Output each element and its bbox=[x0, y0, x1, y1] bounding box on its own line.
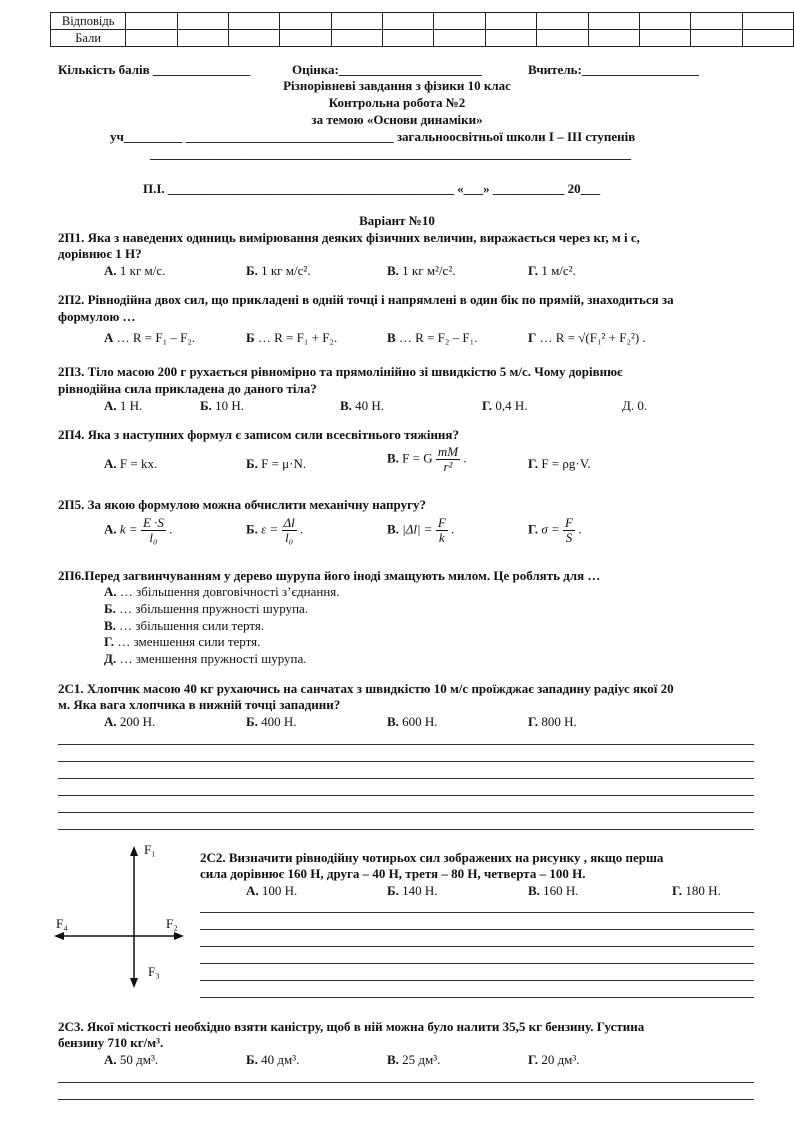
q3-option-e[interactable]: Д. 0. bbox=[622, 398, 648, 413]
f3-label: F₃ bbox=[148, 964, 160, 979]
answer-row-label: Відповідь bbox=[51, 13, 126, 30]
answer-cell[interactable] bbox=[691, 13, 742, 30]
q6-option-e[interactable]: Д. … зменшення пружності шурупа. bbox=[104, 651, 307, 666]
arrow-f1 bbox=[130, 846, 138, 856]
answer-line[interactable] bbox=[200, 963, 754, 964]
q6-option-c[interactable]: В. … збільшення сили тертя. bbox=[104, 618, 265, 633]
arrow-f3 bbox=[130, 978, 138, 988]
q4-option-a[interactable]: А. F = kx. bbox=[104, 456, 158, 471]
q2-text-cont: формулою … bbox=[58, 309, 136, 324]
q3-text-cont: рівнодійна сила прикладена до даного тіла? bbox=[58, 381, 317, 396]
answer-line[interactable] bbox=[200, 929, 754, 930]
q6-text: 2П6.Перед загвинчуванням у дерево шурупа його іноді змащують милом. Це роблять для … bbox=[58, 568, 601, 583]
answer-cell[interactable] bbox=[229, 13, 280, 30]
q1-option-d[interactable]: Г. 1 м/с². bbox=[528, 263, 576, 278]
score-row bbox=[51, 30, 794, 47]
answer-line[interactable] bbox=[58, 1099, 754, 1100]
q3-option-d[interactable]: Г. 0,4 Н. bbox=[482, 398, 528, 413]
q5-option-d[interactable]: Г. σ = $\frac{F}{S}$ . bbox=[528, 515, 582, 545]
answer-cell[interactable] bbox=[588, 13, 639, 30]
q1-option-c[interactable]: В. 1 кг м²/с². bbox=[387, 263, 456, 278]
score-cell[interactable] bbox=[331, 30, 382, 47]
score-cell[interactable] bbox=[639, 30, 690, 47]
score-cell[interactable] bbox=[126, 30, 177, 47]
c2-text: 2С2. Визначити рівнодійну чотирьох сил зображених на рисунку , якщо перша bbox=[200, 850, 664, 865]
c2-option-d[interactable]: Г. 180 Н. bbox=[672, 883, 721, 898]
c1-text: 2С1. Хлопчик масою 40 кг рухаючись на санчатах з швидкістю 10 м/с проїжджає западину радіус якої 20 bbox=[58, 681, 674, 696]
answer-line[interactable] bbox=[58, 1082, 754, 1083]
force-diagram bbox=[50, 840, 190, 990]
q6-option-b[interactable]: Б. … збільшення пружності шурупа. bbox=[104, 601, 309, 616]
score-cell[interactable] bbox=[177, 30, 228, 47]
score-cell[interactable] bbox=[691, 30, 742, 47]
score-cell[interactable] bbox=[383, 30, 434, 47]
test-title: Контрольна робота №2 bbox=[328, 95, 466, 110]
answer-cell[interactable] bbox=[434, 13, 485, 30]
q2-option-c[interactable]: В … R = F₂ – F₁. bbox=[387, 330, 478, 345]
answer-line[interactable] bbox=[200, 912, 754, 913]
arrow-f2 bbox=[174, 932, 184, 940]
answer-line[interactable] bbox=[58, 778, 754, 779]
score-cell[interactable] bbox=[280, 30, 331, 47]
q4-option-b[interactable]: Б. F = μ·N. bbox=[246, 456, 307, 471]
score-cell[interactable] bbox=[588, 30, 639, 47]
answer-line[interactable] bbox=[200, 946, 754, 947]
answer-line[interactable] bbox=[58, 744, 754, 745]
q3-option-b[interactable]: Б. 10 Н. bbox=[200, 398, 244, 413]
q4-fraction: $\frac{mM}{\text{r²}}$ bbox=[437, 444, 459, 474]
q6-option-a[interactable]: А. … збільшення довговічності з’єднання. bbox=[104, 584, 340, 599]
q2-option-b[interactable]: Б … R = F₁ + F₂. bbox=[246, 330, 338, 345]
answer-cell[interactable] bbox=[331, 13, 382, 30]
answer-line[interactable] bbox=[200, 997, 754, 998]
f4-label: F₄ bbox=[56, 916, 68, 931]
c3-option-b[interactable]: Б. 40 дм³. bbox=[246, 1052, 300, 1067]
answer-line[interactable] bbox=[58, 812, 754, 813]
c3-option-c[interactable]: В. 25 дм³. bbox=[387, 1052, 441, 1067]
q1-option-a[interactable]: А. 1 кг м/с. bbox=[104, 263, 166, 278]
c2-option-a[interactable]: А. 100 Н. bbox=[246, 883, 298, 898]
c1-text-cont: м. Яка вага хлопчика в нижній точці западини? bbox=[58, 697, 341, 712]
variant-title: Варіант №10 bbox=[359, 213, 435, 228]
q1-text: 2П1. Яка з наведених одиниць вимірювання деяких фізичних величин, виражається через кг, м і с, bbox=[58, 230, 640, 245]
c2-option-c[interactable]: В. 160 Н. bbox=[528, 883, 579, 898]
f1-label: F₁ bbox=[144, 842, 156, 857]
grade-label: Оцінка:______________________ bbox=[292, 62, 482, 77]
answer-cell[interactable] bbox=[126, 13, 177, 30]
q3-option-a[interactable]: А. 1 Н. bbox=[104, 398, 143, 413]
q5-option-a[interactable]: А. k = $\frac{E \cdot S}{\text{l₀}}$ . bbox=[104, 515, 173, 545]
c3-text: 2С3. Якої місткості необхідно взяти каністру, щоб в ній можна було налити 35,5 кг бензину. Густина bbox=[58, 1019, 645, 1034]
q5-option-c[interactable]: В. |Δl| = $\frac{F}{k}$ . bbox=[387, 515, 455, 545]
q2-option-a[interactable]: А … R = F₁ – F₂. bbox=[104, 330, 196, 345]
c1-option-d[interactable]: Г. 800 Н. bbox=[528, 714, 577, 729]
school-line: уч_________ ________________________________ загальноосвітньої школи І – ІІІ ступенів bbox=[110, 129, 636, 144]
c3-text-cont: бензину 710 кг/м³. bbox=[58, 1035, 164, 1050]
c1-option-a[interactable]: А. 200 Н. bbox=[104, 714, 156, 729]
answer-cell[interactable] bbox=[177, 13, 228, 30]
name-line: П.І. ____________________________________________ «___» ___________ 20___ bbox=[143, 181, 601, 196]
teacher-label: Вчитель:__________________ bbox=[528, 62, 699, 77]
c3-option-a[interactable]: А. 50 дм³. bbox=[104, 1052, 159, 1067]
score-cell[interactable] bbox=[229, 30, 280, 47]
answer-line[interactable] bbox=[200, 980, 754, 981]
q6-option-d[interactable]: Г. … зменшення сили тертя. bbox=[104, 634, 261, 649]
answer-table bbox=[50, 12, 794, 47]
q2-option-d[interactable]: Г … R = √(F₁² + F₂²) . bbox=[528, 330, 646, 345]
answer-cell[interactable] bbox=[742, 13, 793, 30]
answer-line[interactable] bbox=[58, 795, 754, 796]
arrow-f4 bbox=[54, 932, 64, 940]
score-cell[interactable] bbox=[537, 30, 588, 47]
q3-option-c[interactable]: В. 40 Н. bbox=[340, 398, 385, 413]
c2-text-cont: сила дорівнює 160 Н, друга – 40 Н, третя – 80 Н, четверта – 100 Н. bbox=[200, 866, 586, 881]
score-cell[interactable] bbox=[485, 30, 536, 47]
answer-cell[interactable] bbox=[485, 13, 536, 30]
q5-text: 2П5. За якою формулою можна обчислити механічну напругу? bbox=[58, 497, 426, 512]
q1-text-cont: дорівнює 1 Н? bbox=[58, 246, 142, 261]
score-row-label: Бали bbox=[51, 30, 126, 47]
q2-text: 2П2. Рівнодійна двох сил, що прикладені в одній точці і напрямлені в один бік по прямій, знаходиться за bbox=[58, 292, 674, 307]
q1-option-b[interactable]: Б. 1 кг м/с². bbox=[246, 263, 311, 278]
c3-option-d[interactable]: Г. 20 дм³. bbox=[528, 1052, 580, 1067]
answer-cell[interactable] bbox=[280, 13, 331, 30]
blank-line: __________________________________________________________________________ bbox=[150, 146, 631, 161]
q5-option-b[interactable]: Б. ε = $\frac{\Delta l}{\text{l₀}}$ . bbox=[246, 515, 304, 545]
score-cell[interactable] bbox=[434, 30, 485, 47]
q4-option-c[interactable]: В. F = G $\frac{mM}{\text{r²}}$ . bbox=[387, 444, 467, 474]
c1-option-b[interactable]: Б. 400 Н. bbox=[246, 714, 297, 729]
answer-cell[interactable] bbox=[639, 13, 690, 30]
score-label: Кількість балів _______________ bbox=[58, 62, 251, 77]
answer-row bbox=[51, 13, 794, 30]
score-cell[interactable] bbox=[742, 30, 793, 47]
topic-title: за темою «Основи динаміки» bbox=[311, 112, 483, 127]
answer-cell[interactable] bbox=[383, 13, 434, 30]
f2-label: F₂ bbox=[166, 916, 178, 931]
answer-cell[interactable] bbox=[537, 13, 588, 30]
q3-text: 2П3. Тіло масою 200 г рухається рівномірно та прямолінійно зі швидкістю 5 м/с. Чому дорівнює bbox=[58, 364, 623, 379]
doc-title: Різнорівневі завдання з фізики 10 клас bbox=[283, 78, 511, 93]
answer-line[interactable] bbox=[58, 829, 754, 830]
c2-option-b[interactable]: Б. 140 Н. bbox=[387, 883, 438, 898]
q4-option-d[interactable]: Г. F = ρg·V. bbox=[528, 456, 591, 471]
c1-option-c[interactable]: В. 600 Н. bbox=[387, 714, 438, 729]
answer-line[interactable] bbox=[58, 761, 754, 762]
q4-text: 2П4. Яка з наступних формул є записом сили всесвітнього тяжіння? bbox=[58, 427, 459, 442]
